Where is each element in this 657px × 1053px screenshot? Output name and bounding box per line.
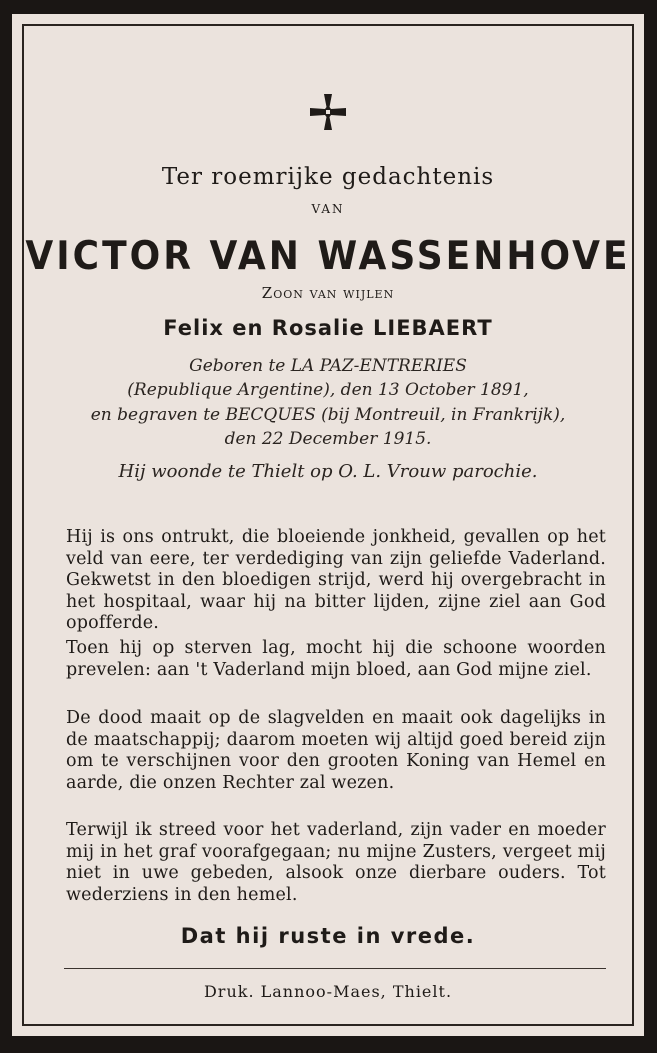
rest-in-peace: Dat hij ruste in vrede. [180,924,476,948]
paragraph-1: Hij is ons ontrukt, die bloeiende jonkheid, gevallen op het veld van eere, ter verdediging van zijn geliefde Vaderland. Gekwetst in den bloedigen strijd, werd hij overgebracht in het hospitaal, waar hij na bitter lijden, zijne ziel aan God opofferde. [66,527,606,633]
deceased-name: VICTOR VAN WASSENHOVE [25,234,631,279]
printer-credit: Druk. Lannoo-Maes, Thielt. [203,982,453,1001]
parents-names: Felix en Rosalie LIEBAERT [163,316,493,340]
burial-date: den 22 December 1915. [224,429,432,449]
paragraph-3: De dood maait op de slagvelden en maait ook dagelijks in de maatschappij; daarom moeten wij altijd goed bereid zijn om te verschijnen voor den grooten Koning van Hemel en aarde, die onzen Rechter zal wezen. [66,708,606,793]
residence-line: Hij woonde te Thielt op O. L. Vrouw parochie. [118,461,538,482]
birth-place: Geboren te LA PAZ-ENTRERIES [189,356,467,376]
paragraph-2: Toen hij op sterven lag, mocht hij die schoone woorden prevelen: aan 't Vaderland mijn bloed, aan God mijne ziel. [66,638,606,680]
paragraph-4: Terwijl ik streed voor het vaderland, zijn vader en moeder mij in het graf voorafgegaan; nu mijne Zusters, vergeet mij niet in uwe gebeden, alsook onze dierbare ouders. Tot wederziens in den hemel. [66,820,606,905]
burial-place: en begraven te BECQUES (bij Montreuil, in Frankrijk), [90,405,566,425]
divider [64,968,606,969]
cross-pattee-icon [308,92,348,132]
son-of-label: Zoon van wijlen [261,284,395,302]
memorial-heading: Ter roemrijke gedachtenis [161,164,495,190]
memorial-card [12,14,644,1036]
birth-date: (Republique Argentine), den 13 October 1891, [127,380,529,400]
van-label: VAN [311,202,345,216]
